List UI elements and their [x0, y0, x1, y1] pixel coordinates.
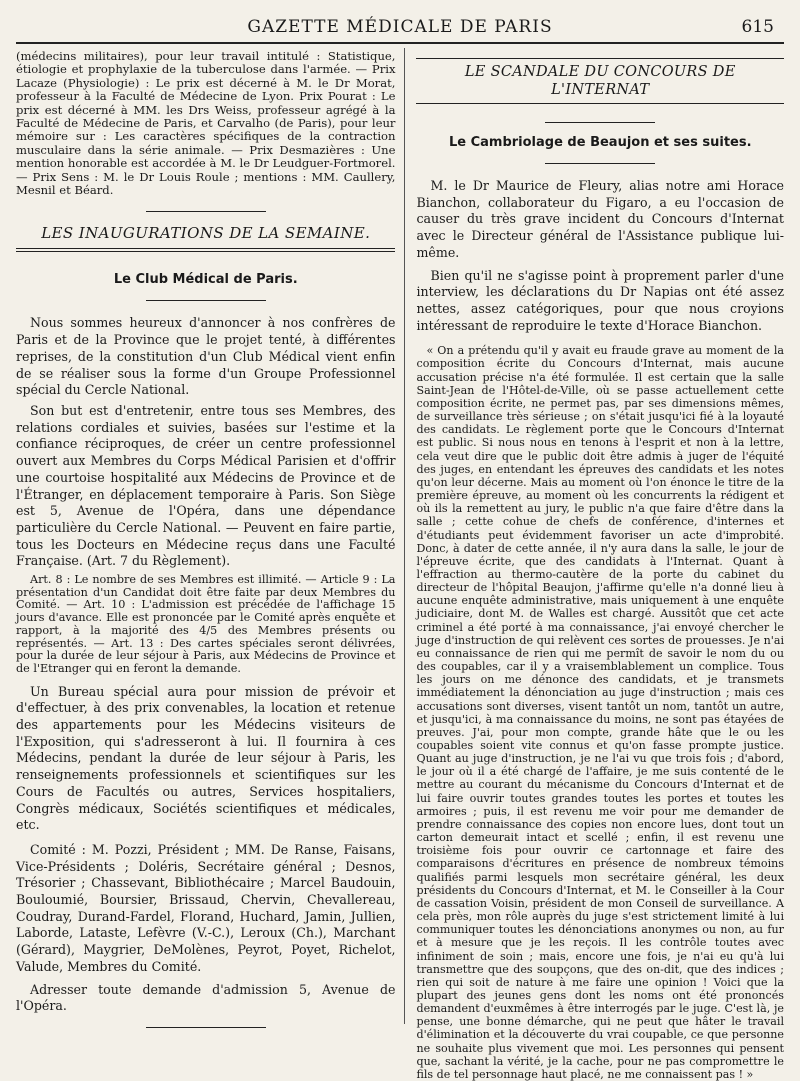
paragraph: Nous sommes heureux d'annoncer à nos confrères de Paris et de la Province que le projet tenté, à différentes reprises, de la constitution d'un Club Médical vient enfin de se réaliser sous la forme d'un Groupe Professionnel spécial du Cercle National.: [16, 315, 396, 398]
paragraph: Adresser toute demande d'admission 5, Avenue de l'Opéra.: [16, 981, 396, 1014]
divider: [146, 211, 266, 212]
page-header: [16, 14, 784, 44]
divider: [545, 163, 655, 164]
paragraph: M. le Dr Maurice de Fleury, alias notre ami Horace Bianchon, collaborateur du Figaro, a eu l'occasion de causer du très grave incident du Concours d'Internat avec le Directeur général de l'Assistance publique lui-même.: [416, 178, 784, 260]
divider: [146, 1027, 266, 1028]
left-column: [16, 44, 404, 1024]
paragraph: Son but est d'entretenir, entre tous ses Membres, des relations cordiales et suivies, basées sur l'estime et la confiance réciproques, de créer un centre professionnel ouvert aux Membres du Corps Médical Parisien et d'offrir une courtoise hospitalité aux Médecins de Province et de l'Étranger, en déplacement temporaire à Paris. Son Siège est 5, Avenue de l'Opéra, dans une dépendance particulière du Cercle National. — Peuvent en faire partie, tous les Docteurs en Médecine reçus dans une Faculté Française. (Art. 7 du Règlement).: [16, 402, 396, 569]
section-title: LE SCANDALE DU CONCOURS DE L'INTERNAT: [464, 64, 736, 98]
rule: [416, 103, 784, 104]
article-title: Le Cambriolage de Beaujon et ses suites.: [448, 135, 752, 150]
right-column: [405, 44, 784, 1081]
divider: [146, 300, 266, 301]
rules-paragraph: Art. 8 : Le nombre de ses Membres est illimité. — Article 9 : La présentation d'un Candidat doit être faite par deux Membres du Comité. — Art. 10 : L'admission est précédée de l'affichage 15 jours d'avance. Elle est prononcée par le Comité après enquête et rapport, à la majorité des 4/5 des Membres présents ou représentés. — Art. 13 : Des cartes spéciales seront délivrées, pour la durée de leur séjour à Paris, aux Médecins de Province et de l'Etranger qui en feront la demande.: [16, 573, 396, 675]
divider: [545, 122, 655, 123]
paragraph: Bien qu'il ne s'agisse point à proprement parler d'une interview, les déclarations du Dr Napias ont été assez nettes, assez catégoriques, pour que nous croyions intéressant de reproduire le texte d'Horace Bianchon.: [416, 267, 784, 333]
double-rule: [16, 248, 395, 252]
interview-quote: « On a prétendu qu'il y avait eu fraude grave au moment de la composition écrite du Concours d'Internat, mais aucune accusation précise n'a été formulée. Il est certain que la salle Saint-Jean de l'Hôtel-de-Ville, où se passe actuellement cette composition écrite, ne permet pas, par ses dimensions mêmes, de surveillance très sérieuse ; on s'était jusqu'ici fié à la loyauté des candidats. Le règlement porte que le Concours d'Internat est public. Si nous nous en tenons à l'esprit et non à la lettre, cela veut dire que le public doit être admis à juger de l'équité des juges, en entendant les épreuves des candidats et les notes qu'on leur décerne. Mais au moment où l'on énonce le titre de la première épreuve, au moment où les concurrents la rédigent et où ils la remettent au jury, le public n'a que faire d'être dans la salle ; cette cohue de chefs de conférence, d'internes et d'étudiants peut évidemment favoriser un acte d'improbité. Donc, à dater de cette année, il n'y aura dans la salle, le jour de l'épreuve écrite, que des candidats à l'Internat. Quant à l'effraction au thermo-cautère de la porte du cabinet du directeur de l'hôpital Beaujon, j'affirme qu'elle n'a donné lieu à aucune enquête administrative, mais uniquement à une enquête judiciaire, dont M. de Walles est chargé. Aussitôt que cet acte criminel a été porté à ma connaissance, j'ai envoyé chercher le juge d'instruction de qui relèvent ces sortes de prouesses. Je n'ai eu connaissance de rien qui me permît de savoir le nom du ou des coupables, car il y a vraisemblablement un complice. Tous les jours on me dénonce des candidats, et je transmets immédiatement la dénonciation au juge d'instruction ; mais ces accusations sont diverses, visent tantôt un nom, tantôt un autre, et jusqu'ici, à ma connaissance du moins, ne sont pas étayées de preuves. J'ai, pour mon compte, grande hâte que le ou les coupables soient vite connus et qu'on fasse prompte justice. Quant au juge d'instruction, je ne l'ai vu que trois fois ; d'abord, le jour où il a été chargé de l'affaire, je me suis contenté de le mettre au courant du mécanisme du Concours d'Internat et de lui faire ouvrir toutes grandes toutes les portes et toutes les armoires ; puis, il est revenu me voir pour me demander de prendre connaissance des copies non encore lues, dont tout un carton demeurait intact et scellé ; enfin, il est revenu une troisième fois pour ouvrir ce cartonnage et faire des comparaisons d'écritures en présence de nombreux témoins qualifiés parmi lesquels mon secrétaire général, les deux présidents du Concours d'Internat, et M. le Conseiller à la Cour de cassation Voisin, président de mon Conseil de surveillance. A cela près, mon rôle auprès du juge s'est strictement limité à lui communiquer toutes les dénonciations anonymes ou non, au fur et à mesure que je les reçois. Il les contrôle toutes avec infiniment de soin ; mais, encore une fois, je n'ai eu qu'à lui transmettre que des soupçons, que des on-dit, que des indices ; rien qui soit de nature à me faire une opinion ! Voici que la plupart des jeunes gens dont les noms ont été prononcés demandent d'euxmêmes à être interrogés par le juge. C'est là, je pense, une bonne démarche, qui ne peut que hâter le travail d'élimination et la découverte du vrai coupable, ce que personne ne souhaite plus vivement que moi. Les personnes qui pensent que, sachant la vérité, je la cache, pour ne pas compromettre le fils de tel personnage haut placé, ne me connaissent pas ! »: [416, 344, 784, 1081]
committee-list: Comité : M. Pozzi, Président ; MM. De Ranse, Faisans, Vice-Présidents ; Doléris, Secrétaire général ; Desnos, Trésorier ; Chassevant, Bibliothécaire ; Marcel Baudouin, Bouloumié, Boursier, Brissaud, Chervin, Chevallereau, Coudray, Durand-Fardel, Florand, Huchard, Jamin, Jullien, Laborde, Lataste, Lefèvre (V.-C.), Leroux (Ch.), Marchant (Gérard), Maygrier, DeMolènes, Peyrot, Poyet, Richelot, Valude, Membres du Comité.: [16, 841, 396, 974]
article-title: Le Club Médical de Paris.: [113, 272, 298, 288]
page-number: 615: [741, 17, 774, 37]
columns: [16, 44, 784, 1081]
paragraph: Un Bureau spécial aura pour mission de prévoir et d'effectuer, à des prix convenables, la location et retenue des appartements pour les Médecins visiteurs de l'Exposition, qui s'adresseront à lui. Il fournira à ces Médecins, pendant la durée de leur séjour à Paris, les renseignements professionnels et scientifiques sur les Cours de Facultés ou autres, Services hospitaliers, Congrès médicaux, Sociétés scientifiques et médicales, etc.: [16, 683, 396, 833]
journal-title: GAZETTE MÉDICALE DE PARIS: [247, 17, 553, 37]
section-title: LES INAUGURATIONS DE LA SEMAINE.: [41, 224, 371, 243]
prize-list: (médecins militaires), pour leur travail intitulé : Statistique, étiologie et prophylaxie de la tuberculose dans l'armée. — Prix Lacaze (Physiologie) : Le prix est décerné à M. le Dr Morat, professeur à la Faculté de Médecine de Lyon. Prix Pourat : Le prix est décerné à MM. les Drs Weiss, professeur agrégé à la Faculté de Médecine de Paris, et Carvalho (de Paris), pour leur mémoire sur : Les caractères spécifiques de la contraction musculaire dans la série animale. — Prix Desmazières : Une mention honorable est accordée à M. le Dr Leudguer-Fortmorel. — Prix Sens : M. le Dr Louis Roule ; mentions : MM. Caullery, Mesnil et Béard.: [16, 49, 396, 198]
top-rule: [416, 58, 784, 59]
